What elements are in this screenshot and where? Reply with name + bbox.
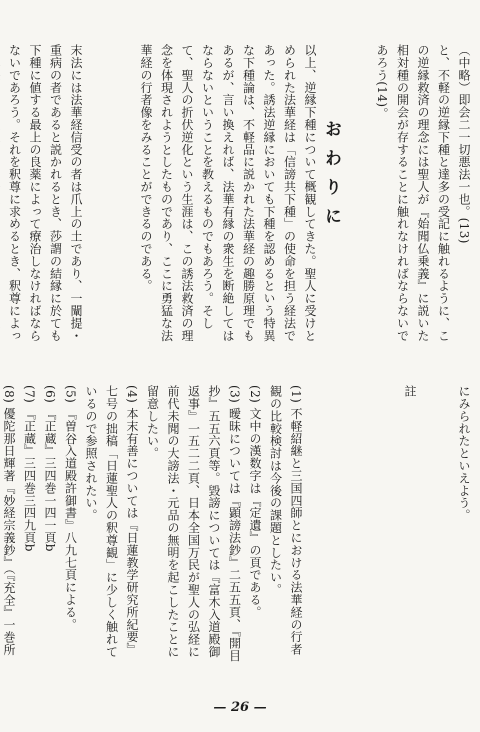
notes-heading: 註 xyxy=(403,385,417,398)
conclusion-paragraph: 以上、逆縁下種について概観してきた。聖人に受けとめられた法華経は「信謗共下種」の使命を担う経法であった。誘法逆縁においても下種を認めるという特異な下種論は、不軽品に説かれた法華経の趣勝原理でもあるが、言い換えれば、法華有縁の衆生を断絶してはならないということを教えるものでもあろう。そして、聖人の折伏逆化という生涯は、この誘法救済の理念を体現されようとしたものであり、ここに勇猛な法華経の行者像をみることができるのである。 xyxy=(139,44,317,342)
section-heading: おわりに xyxy=(321,120,341,236)
closing-paragraph: 末法には法華経信受の者は爪上の土であり、一闡提・重病の者であると説かれるとき、莎謂の結縁に於ても下種に値する最上の良薬によって療治しなければならないであろう。それを釈尊に求めるとき、釈尊によっ xyxy=(7,44,83,342)
quotation-paragraph: （中略）即会二一切悪法一也。(13) と、不軽の逆縁下種と達多の受記に触れるように、この逆縁救済の理念には聖人が『始聞仏乗義』に説いた相対種の開会が存することに触れなければならないであろう(14)。 xyxy=(375,44,471,342)
page-number: — 26 — xyxy=(213,700,267,715)
closing-continuation: にみられたといえよう。 xyxy=(457,385,471,522)
footnotes-list: (1) 不軽紹継と三国四師とにおける法華経の行者観の比較検討は今後の課題としたい。 (2) 文中の漢数字は『定遺』の頁である。 (3) 曖昧については『顕謗法鈔』二五五頁、『開目抄』五五六頁等。毀謗については『富木入道殿御返事』一五二二頁、日本全国万民が聖人の弘経に前代未聞の大謗法・元品の無明を起こしたことに留意したい。 (4) 本末有善については『日蓮教学研究所紀要』七号の拙稿「日蓮聖人の釈尊観」に少しく触れているので参照されたい。 (5) 『曽谷入道殿許御書』八九七頁による。 (6) 『正蔵』三四巻一四一頁b (7) 『正蔵』三四巻三四九頁b (8) 優陀那日輝著『妙経宗義鈔』（『充全』一巻所 xyxy=(2,385,303,662)
